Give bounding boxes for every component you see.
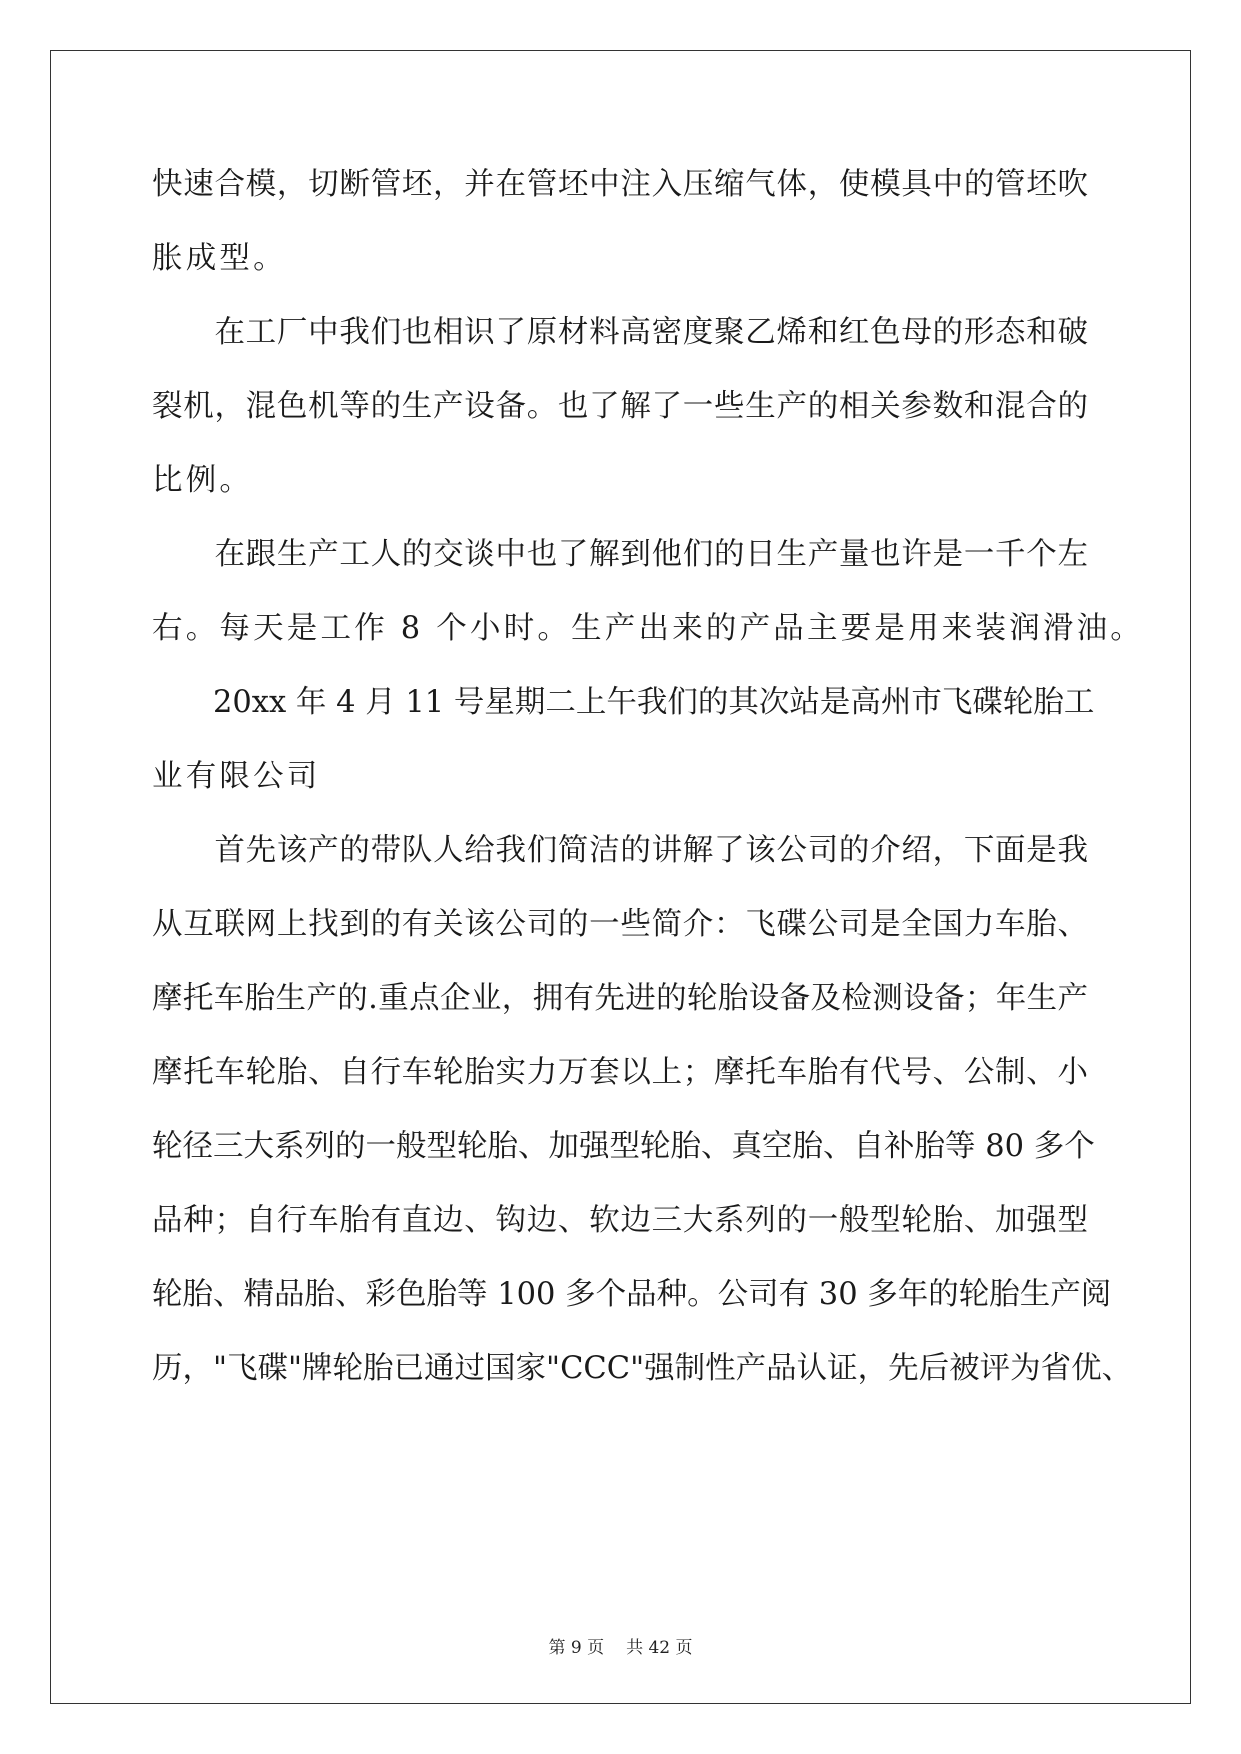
- page-number: 第 9 页: [548, 1638, 605, 1658]
- text-line: 从互联网上找到的有关该公司的一些简介：飞碟公司是全国力车胎、: [152, 907, 1088, 942]
- text-line: 胀成型。: [152, 241, 287, 276]
- text-line: 快速合模，切断管坯，并在管坯中注入压缩气体，使模具中的管坯吹: [152, 167, 1088, 202]
- text-line: 品种；自行车胎有直边、钩边、软边三大系列的一般型轮胎、加强型: [152, 1203, 1088, 1238]
- page-total: 共 42 页: [626, 1638, 693, 1658]
- text-line: 裂机，混色机等的生产设备。也了解了一些生产的相关参数和混合的: [152, 389, 1088, 424]
- text-line: 20xx 年 4 月 11 号星期二上午我们的其次站是高州市飞碟轮胎工: [152, 685, 1095, 720]
- text-line: 摩托车轮胎、自行车轮胎实力万套以上；摩托车胎有代号、公制、小: [152, 1055, 1088, 1090]
- page-footer: [0, 1637, 1241, 1659]
- page-border: [50, 50, 1191, 1704]
- text-line: 业有限公司: [152, 759, 321, 794]
- text-line: 比例。: [152, 463, 254, 498]
- text-line: 在工厂中我们也相识了原材料高密度聚乙烯和红色母的形态和破: [152, 315, 1088, 350]
- text-line: 首先该产的带队人给我们简洁的讲解了该公司的介绍，下面是我: [152, 833, 1088, 868]
- text-line: 右。每天是工作 8 个小时。生产出来的产品主要是用来装润滑油。: [152, 611, 1144, 646]
- text-line: 轮胎、精品胎、彩色胎等 100 多个品种。公司有 30 多年的轮胎生产阅: [152, 1277, 1112, 1312]
- text-line: 摩托车胎生产的.重点企业，拥有先进的轮胎设备及检测设备；年生产: [152, 981, 1088, 1016]
- text-line: 历，"飞碟"牌轮胎已通过国家"CCC"强制性产品认证，先后被评为省优、: [152, 1351, 1133, 1386]
- text-line: 在跟生产工人的交谈中也了解到他们的日生产量也许是一千个左: [152, 537, 1088, 572]
- text-line: 轮径三大系列的一般型轮胎、加强型轮胎、真空胎、自补胎等 80 多个: [152, 1129, 1095, 1164]
